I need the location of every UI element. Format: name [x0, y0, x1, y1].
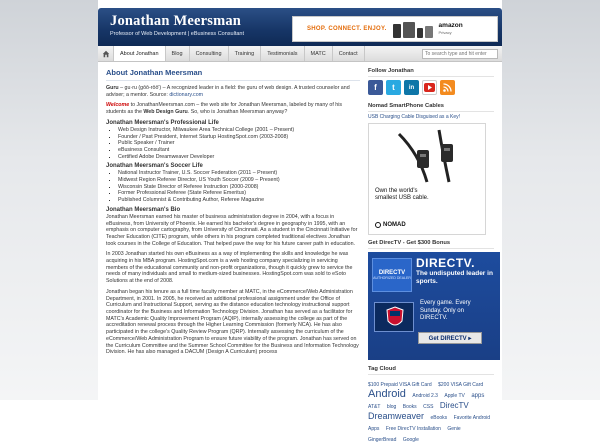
web-design-guru-highlight: Web Design Guru — [143, 109, 188, 116]
directv-section-title: Get DirecTV - Get $300 Bonus — [368, 240, 494, 249]
directv-logo-sub: AUTHORIZED DEALER — [373, 276, 411, 280]
welcome-paragraph — [106, 102, 360, 115]
guru-definition-paragraph — [106, 85, 360, 98]
tag-link[interactable]: blog — [386, 404, 397, 410]
guru-definition: – gu·ru (gōō-rōō') – A recognized leader in a field: the guru of web design. A trusted counselor and adviser; a mentor. Source: — [106, 85, 350, 98]
site-header — [98, 8, 502, 46]
tag-link[interactable]: Books — [402, 404, 417, 410]
directv-tagline: Every game. Every Sunday. Only on DIRECTV. — [420, 300, 471, 321]
tag-link[interactable]: Free DirecTV Installation — [385, 426, 441, 432]
sidebar — [368, 68, 494, 444]
cable-ad-text: Own the world's smallest USB cable. — [375, 188, 429, 201]
nav-search-area — [422, 46, 502, 61]
tag-link[interactable]: Genie — [447, 426, 461, 432]
welcome-text-1: to JonathanMeersman.com – the web site for Jonathan Meersman, labeled by many of his students as the — [106, 102, 343, 116]
nomad-logo — [375, 222, 406, 228]
key-cable-image — [369, 124, 485, 186]
home-icon — [102, 50, 110, 58]
tag-link[interactable]: GingerBread — [368, 437, 397, 443]
soccer-list — [118, 170, 360, 204]
tag-link[interactable]: $200 VISA Gift Card — [438, 382, 484, 388]
social-icons — [368, 80, 494, 95]
tag-link[interactable]: Android — [368, 388, 406, 400]
bio-paragraph: Jonathan began his tenure as a full time faculty member at MATC, in the eCommerce/Web Administration Department, in 2001. In 2005, he received an additional professional assignment under the Office of Curriculum and Instructional Support, serving as the distance education technology instructional support coordinator for the Business and Information Technology Division. Jonathan has served as a facilitator for MATC's Academic Quality Improvement Program (AQIP), internally assessing the college as part of the accreditation renewal process through the Higher Learning Commission (formerly NCA). He has also participated in the college's Quality Review Program (QRP). Internally assessing the curriculum of the eCommerce/Web Administration Program to ensure future viability of the program. Jonathan has served on the Curriculum Committee and the Summer School Committee for the Business and Information Technology Division. He has also managed a DACUM (Design A Curriculum) process — [106, 288, 359, 356]
page-background-left — [0, 0, 98, 400]
nav-about-jonathan[interactable]: About Jonathan — [114, 46, 166, 61]
main-content — [106, 68, 360, 360]
nav-home-button[interactable] — [98, 46, 114, 61]
welcome-word: Welcome — [106, 102, 130, 109]
nomad-icon — [375, 222, 381, 228]
follow-title: Follow Jonathan — [368, 68, 494, 77]
tag-cloud — [368, 378, 494, 444]
list-item: ▪ Web Design Instructor, Milwaukee Area Technical College (2001 – Present) — [118, 127, 360, 134]
nav-contact[interactable]: Contact — [333, 46, 365, 61]
soccer-heading: Jonathan Meersman's Soccer Life — [106, 163, 203, 170]
tag-link[interactable]: Google — [402, 437, 419, 443]
nomad-cable-ad[interactable] — [368, 123, 486, 235]
tag-link[interactable]: $100 Prepaid VISA Gift Card — [368, 382, 432, 388]
list-item: ▪ Former Professional Referee (State Referee Emeritus) — [118, 190, 360, 197]
list-item: ▪ Founder / Past President, Internet Startup HostingSpot.com (2003-2008) — [118, 134, 360, 141]
nfl-shield-icon — [375, 303, 415, 333]
header-ad-banner[interactable] — [292, 16, 498, 42]
search-input[interactable] — [422, 49, 498, 59]
list-item: ▪ Midwest Region Referee Director, US Youth Soccer (2009 – Present) — [118, 177, 360, 184]
bio-paragraph: Jonathan Meersman earned his master of business administration degree in 2004, with a focus in eBusiness, from University of Phoenix. He earned his bachelor's degree in geography in 1995, with an emphasis on computer cartography, from University of Cincinnati. As a student in the Cincinnati Initiative for Teacher Education (CITE) program, while others in his program completed traditional electives Jonathan took courses in the College of Education. That helped pave the way for his future career path in education. — [106, 213, 358, 247]
directv-wordmark: DIRECTV. — [416, 256, 475, 270]
tag-link[interactable]: AT&T — [368, 404, 381, 410]
list-item: ▪ Certified Adobe Dreamweaver Developer — [118, 154, 360, 161]
ad-devices-image — [393, 20, 433, 38]
site-title[interactable]: Jonathan Meersman — [110, 13, 242, 29]
bio-paragraph: In 2003 Jonathan started his own eBusiness as a way of implementing the skills and knowledge he was acquiring in his MBA program. HostingSpot.com is a web hosting company specializing in servicing members of the educational community and non-profit organizations, though it quickly grew to service the needs of many individuals and small to medium-sized businesses. HostingSpot.com was sold to eSoto Solutions at the end of 2008. — [106, 251, 353, 285]
get-directv-button[interactable]: Get DIRECTV ▸ — [418, 332, 482, 344]
list-item: ▪ National Instructor Trainer, U.S. Soccer Federation (2011 – Present) — [118, 170, 360, 177]
list-item: ▪ Public Speaker / Trainer — [118, 140, 360, 147]
nav-consulting[interactable]: Consulting — [190, 46, 229, 61]
tag-cloud-title: Tag Cloud — [368, 366, 494, 375]
page-title: About Jonathan Meersman — [106, 68, 360, 81]
tag-link[interactable]: Android 2.3 — [412, 393, 438, 399]
bio-heading: Jonathan Meersman's Bio — [106, 206, 181, 213]
guru-term: Guru — [106, 85, 119, 91]
facebook-icon[interactable]: f — [368, 80, 383, 95]
professional-heading: Jonathan Meersman's Professional Life — [106, 119, 219, 126]
ad-brand-logo — [439, 22, 463, 36]
list-item: ▪ Wisconsin State Director of Referee Instruction (2000-2008) — [118, 184, 360, 191]
nav-blog[interactable]: Blog — [166, 46, 190, 61]
professional-list — [118, 127, 360, 161]
cable-link[interactable]: USB Charging Cable Disguised as a Key! — [368, 114, 460, 120]
directv-headline: The undisputed leader in sports. — [416, 270, 493, 285]
welcome-text-2: . So, who is Jonathan Meersman anyway? — [187, 109, 288, 116]
cable-section-title: Nomad SmartPhone Cables — [368, 103, 494, 112]
main-nav — [98, 46, 502, 62]
ad-privacy[interactable]: Privacy — [438, 30, 452, 35]
linkedin-icon[interactable]: in — [404, 80, 419, 95]
youtube-icon[interactable] — [422, 80, 437, 95]
nomad-brand-name: NOMAD — [383, 222, 406, 228]
page-background-right — [502, 0, 600, 400]
ad-brand-name: amazon — [438, 22, 463, 29]
site-description: Professor of Web Development | eBusiness Consultant — [110, 31, 245, 37]
nav-training[interactable]: Training — [229, 46, 262, 61]
directv-logo-text: DIRECTV — [378, 270, 406, 276]
tag-link[interactable]: eBooks — [430, 415, 448, 421]
ad-tagline: SHOP. CONNECT. ENJOY. — [307, 26, 387, 32]
list-item: ▪ eBusiness Consultant — [118, 147, 360, 154]
tag-link[interactable]: CSS — [423, 404, 434, 410]
list-item: ▪ Published Columnist & Contributing Author, Referee Magazine — [118, 197, 360, 204]
nav-matc[interactable]: MATC — [305, 46, 333, 61]
nav-testimonials[interactable]: Testimonials — [261, 46, 304, 61]
twitter-icon[interactable]: t — [386, 80, 401, 95]
nfl-sunday-ticket-image — [374, 302, 414, 332]
rss-icon[interactable] — [440, 80, 455, 95]
page-wrapper — [98, 0, 502, 443]
tag-link[interactable]: DirecTV — [439, 401, 469, 410]
dictionary-link[interactable]: dictionary.com — [169, 91, 204, 98]
tag-link[interactable]: apps — [471, 393, 485, 399]
tag-link[interactable]: Apple TV — [444, 393, 465, 399]
directv-ad[interactable] — [368, 252, 500, 360]
tag-link[interactable]: Favorite Android Apps — [368, 415, 491, 432]
tag-link[interactable]: Dreamweaver — [368, 411, 425, 421]
directv-dealer-logo — [372, 258, 412, 292]
